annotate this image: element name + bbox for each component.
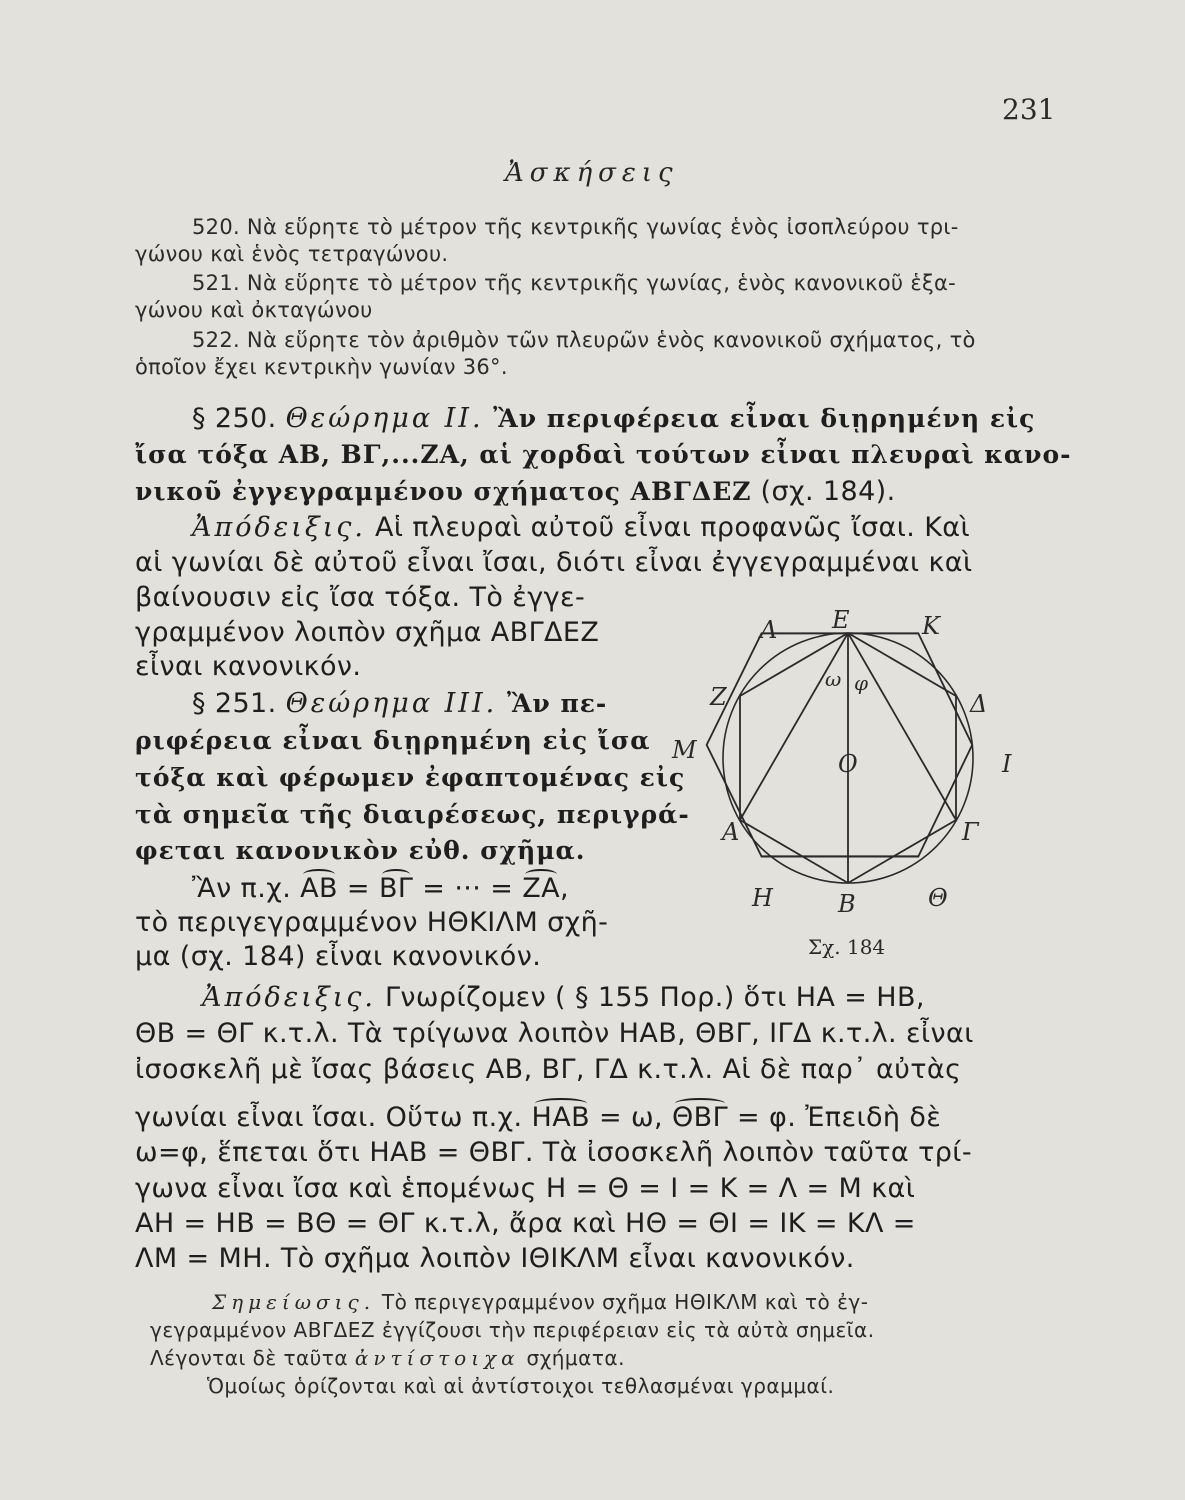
equals-2: = ··· =: [413, 873, 523, 904]
equals-1: =: [337, 873, 379, 904]
theorem-3-label: Θεώρημα III.: [285, 688, 498, 719]
theorem-3-line7: τὸ περιγεγραμμένον ΗΘΚΙΛΜ σχῆ-: [135, 907, 609, 938]
proof-2-text1: Αἱ πλευραὶ αὐτοῦ εἶναι προφανῶς ἴσαι. Καὶ: [366, 512, 971, 543]
theorem-3-line1: [192, 688, 607, 719]
figure-184: [660, 600, 1012, 930]
figure-caption: Σχ. 184: [808, 935, 886, 959]
theorem-2-line1: [192, 403, 1035, 434]
example-suffix: ,: [560, 873, 570, 904]
theorem-2-statement-start: Ἂν περιφέρεια εἶναι διῃρημένη εἰς: [483, 404, 1036, 433]
theorem-3-statement-start: Ἂν πε-: [497, 689, 608, 718]
exercise-521-line2: γώνου καὶ ὀκταγώνου: [135, 298, 373, 322]
line-e-g: [848, 633, 956, 820]
proof-3-line3: ἰσοσκελῆ μὲ ἴσας βάσεις ΑΒ, ΒΓ, ΓΔ κ.τ.λ. Αἱ δὲ παρ᾽ αὐτὰς: [135, 1054, 962, 1085]
proof-3-text4b: = ω,: [590, 1102, 672, 1133]
section-heading: Ἀσκήσεις: [505, 158, 679, 188]
label-theta: Θ: [928, 884, 948, 912]
note-text3a: Λέγονται δὲ ταῦτα: [150, 1346, 355, 1370]
note-label: Σημείωσις.: [212, 1290, 376, 1314]
proof-3-text1: Γνωρίζομεν ( § 155 Πορ.) ὅτι ΗΑ = ΗΒ,: [376, 982, 925, 1013]
proof-3-line5: ω=φ, ἕπεται ὅτι ΗΑΒ = ΘΒΓ. Τὰ ἰσοσκελῆ λοιπὸν ταῦτα τρί-: [135, 1137, 972, 1168]
label-beta: Β: [838, 890, 856, 918]
theorem-3-line5: φεται κανονικὸν εὐθ. σχῆμα.: [135, 836, 586, 865]
exercise-522-line2: ὁποῖον ἔχει κεντρικὴν γωνίαν 36°.: [135, 355, 508, 379]
section-250-number: § 250.: [192, 403, 286, 434]
exercise-521-line1: 521. Νὰ εὕρητε τὸ μέτρον τῆς κεντρικῆς γωνίας, ἑνὸς κανονικοῦ ἑξα-: [192, 271, 957, 295]
label-epsilon: Ε: [832, 606, 850, 634]
note-emphasis: ἀντίστοιχα: [354, 1346, 520, 1370]
label-iota: Ι: [1002, 750, 1012, 778]
proof-3-label: Ἀπόδειξις.: [202, 982, 376, 1013]
proof-3-line2: ΘΒ = ΘΓ κ.τ.λ. Τὰ τρίγωνα λοιπὸν ΗΑΒ, ΘΒΓ, ΙΓΔ κ.τ.λ. εἶναι: [135, 1018, 974, 1049]
exercise-522-line1: 522. Νὰ εὕρητε τὸν ἀριθμὸν τῶν πλευρῶν ἑνὸς κανονικοῦ σχήματος, τὸ: [192, 328, 976, 352]
theorem-2-figure-ref: (σχ. 184).: [751, 476, 896, 507]
exercise-520-line2: γώνου καὶ ἑνὸς τετραγώνου.: [135, 242, 449, 266]
label-delta: Δ: [970, 690, 988, 718]
arc-za: ΖΑ: [522, 873, 561, 904]
example-prefix: Ἂν π.χ.: [192, 873, 301, 904]
label-eta: Η: [752, 884, 773, 912]
theorem-3-line2: ριφέρεια εἶναι διῃρημένη εἰς ἴσα: [135, 726, 651, 755]
label-zeta: Ζ: [710, 683, 727, 711]
angle-hab: ΗΑΒ: [531, 1102, 591, 1133]
proof-2-line4: γραμμένον λοιπὸν σχῆμα ΑΒΓΔΕΖ: [135, 617, 600, 648]
label-alpha: Α: [722, 818, 740, 846]
note-line2: γεγραμμένον ΑΒΓΔΕΖ ἐγγίζουσι τὴν περιφέρειαν εἰς τὰ αὐτὰ σημεῖα.: [150, 1318, 875, 1342]
theorem-3-line3: τόξα καὶ φέρωμεν ἐφαπτομένας εἰς: [135, 763, 686, 792]
note-text1: Τὸ περιγεγραμμένον σχῆμα ΗΘΙΚΛΜ καὶ τὸ ἐγ-: [375, 1290, 869, 1314]
proof-3-line7: ΑΗ = ΗΒ = ΒΘ = ΘΓ κ.τ.λ, ἄρα καὶ ΗΘ = ΘΙ = ΙΚ = ΚΛ =: [135, 1208, 916, 1239]
label-lambda: Λ: [760, 616, 778, 644]
label-phi: φ: [854, 671, 869, 695]
proof-3-text4a: γωνίαι εἶναι ἴσαι. Οὕτω π.χ.: [135, 1102, 532, 1133]
theorem-2-statement-end: νικοῦ ἐγγεγραμμένου σχήματος ΑΒΓΔΕΖ: [135, 477, 752, 506]
proof-2-line2: αἱ γωνίαι δὲ αὐτοῦ εἶναι ἴσαι, διότι εἶναι ἐγγεγραμμέναι καὶ: [135, 547, 973, 578]
theorem-2-label: Θεώρημα II.: [285, 403, 484, 434]
theorem-3-example: [192, 873, 569, 904]
note-line4: Ὁμοίως ὁρίζονται καὶ αἱ ἀντίστοιχοι τεθλασμέναι γραμμαί.: [207, 1374, 835, 1398]
label-kappa: Κ: [922, 612, 940, 640]
proof-2-label: Ἀπόδειξις.: [192, 512, 366, 543]
theorem-2-line3: [135, 476, 896, 507]
proof-2-line3: βαίνουσιν εἰς ἴσα τόξα. Τὸ ἐγγε-: [135, 582, 586, 613]
note-text3b: σχήματα.: [519, 1346, 625, 1370]
proof-2-line1: [192, 512, 970, 543]
angle-thbg: ΘΒΓ: [672, 1102, 729, 1133]
theorem-3-line8: μα (σχ. 184) εἶναι κανονικόν.: [135, 941, 542, 972]
arc-ab: ΑΒ: [300, 873, 338, 904]
theorem-3-line4: τὰ σημεῖα τῆς διαιρέσεως, περιγρά-: [135, 800, 690, 829]
label-mu: Μ: [672, 736, 697, 764]
theorem-2-line2: ἴσα τόξα ΑΒ, ΒΓ,...ΖΑ, αἱ χορδαὶ τούτων εἶναι πλευραὶ κανο-: [135, 440, 1072, 469]
arc-bg: ΒΓ: [378, 873, 414, 904]
proof-3-text4c: = φ. Ἐπειδὴ δὲ: [728, 1102, 942, 1133]
note-line1: [212, 1290, 868, 1314]
proof-3-line4: [135, 1102, 941, 1133]
proof-3-line1: [202, 982, 925, 1013]
label-gamma: Γ: [962, 818, 979, 846]
line-e-a: [740, 633, 848, 820]
label-center-o: Ο: [838, 750, 858, 778]
page-number: 231: [1002, 93, 1056, 126]
proof-2-line5: εἶναι κανονικόν.: [135, 651, 362, 682]
exercise-520-line1: 520. Νὰ εὕρητε τὸ μέτρον τῆς κεντρικῆς γωνίας ἑνὸς ἰσοπλεύρου τρι-: [192, 215, 959, 239]
label-omega: ω: [825, 667, 842, 691]
proof-3-line6: γωνα εἶναι ἴσα καὶ ἑπομένως Η = Θ = Ι = Κ = Λ = Μ καὶ: [135, 1173, 916, 1204]
note-line3: [150, 1346, 625, 1370]
section-251-number: § 251.: [192, 688, 286, 719]
proof-3-line8: ΛΜ = ΜΗ. Τὸ σχῆμα λοιπὸν ΙΘΙΚΛΜ εἶναι κανονικόν.: [135, 1243, 855, 1274]
